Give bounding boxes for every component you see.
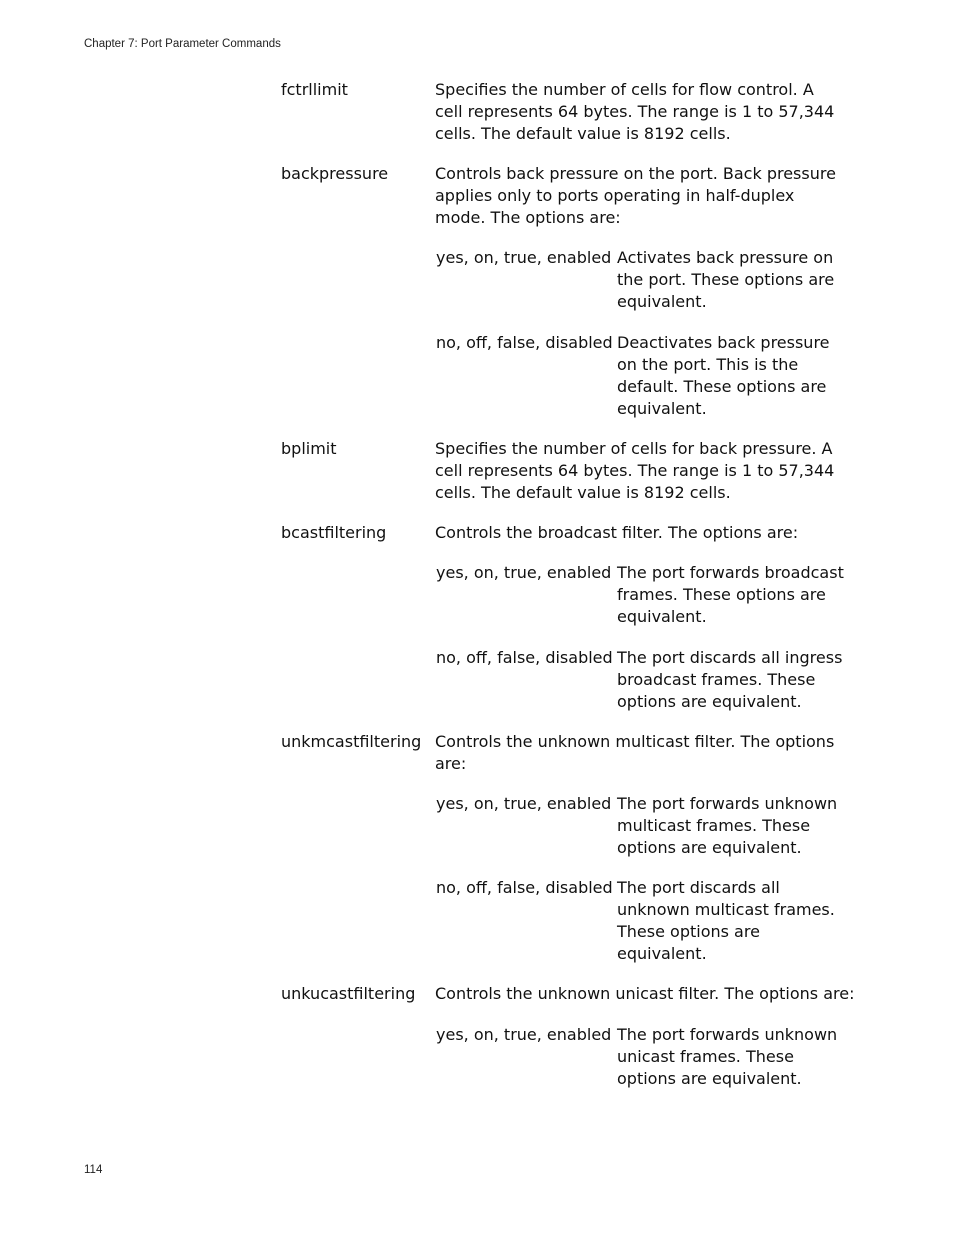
option-desc: The port discards all unknown multicast frames. These options are equivalent. [617,878,835,963]
option-desc: Activates back pressure on the port. These options are equivalent. [617,248,835,311]
param-name-bplimit: bplimit [281,439,337,458]
option-key: yes, on, true, enabled [436,1025,612,1044]
option-desc: The port forwards broadcast frames. These options are equivalent. [617,563,844,626]
option-key: yes, on, true, enabled [436,794,612,813]
option-key: yes, on, true, enabled [436,563,612,582]
running-header: Chapter 7: Port Parameter Commands [84,38,281,50]
option-key: yes, on, true, enabled [436,248,612,267]
option-key: no, off, false, disabled [436,878,613,897]
param-desc-unkucastfiltering: Controls the unknown unicast filter. The options are: [435,984,855,1003]
param-desc-fctrllimit: Specifies the number of cells for flow control. A cell represents 64 bytes. The range is 1 to 57,344 cells. The default value is 8192 cells. [435,80,835,143]
param-desc-bplimit: Specifies the number of cells for back pressure. A cell represents 64 bytes. The range is 1 to 57,344 cells. The default value is 8192 cells. [435,439,835,502]
option-desc: The port forwards unknown multicast frames. These options are equivalent. [617,794,838,857]
param-name-unkmcastfiltering: unkmcastfiltering [281,732,422,751]
option-key: no, off, false, disabled [436,333,613,352]
param-name-fctrllimit: fctrllimit [281,80,348,99]
option-desc: The port forwards unknown unicast frames. These options are equivalent. [617,1025,838,1088]
param-name-bcastfiltering: bcastfiltering [281,523,387,542]
option-desc: Deactivates back pressure on the port. This is the default. These options are equivalent. [617,333,830,418]
option-key: no, off, false, disabled [436,648,613,667]
param-desc-unkmcastfiltering: Controls the unknown multicast filter. The options are: [435,732,835,773]
option-desc: The port discards all ingress broadcast frames. These options are equivalent. [617,648,843,711]
page-number: 114 [84,1164,103,1176]
param-name-backpressure: backpressure [281,164,389,183]
param-desc-backpressure: Controls back pressure on the port. Back pressure applies only to ports operating in half-duplex mode. The options are: [435,164,836,227]
param-desc-bcastfiltering: Controls the broadcast filter. The options are: [435,523,799,542]
param-name-unkucastfiltering: unkucastfiltering [281,984,416,1003]
